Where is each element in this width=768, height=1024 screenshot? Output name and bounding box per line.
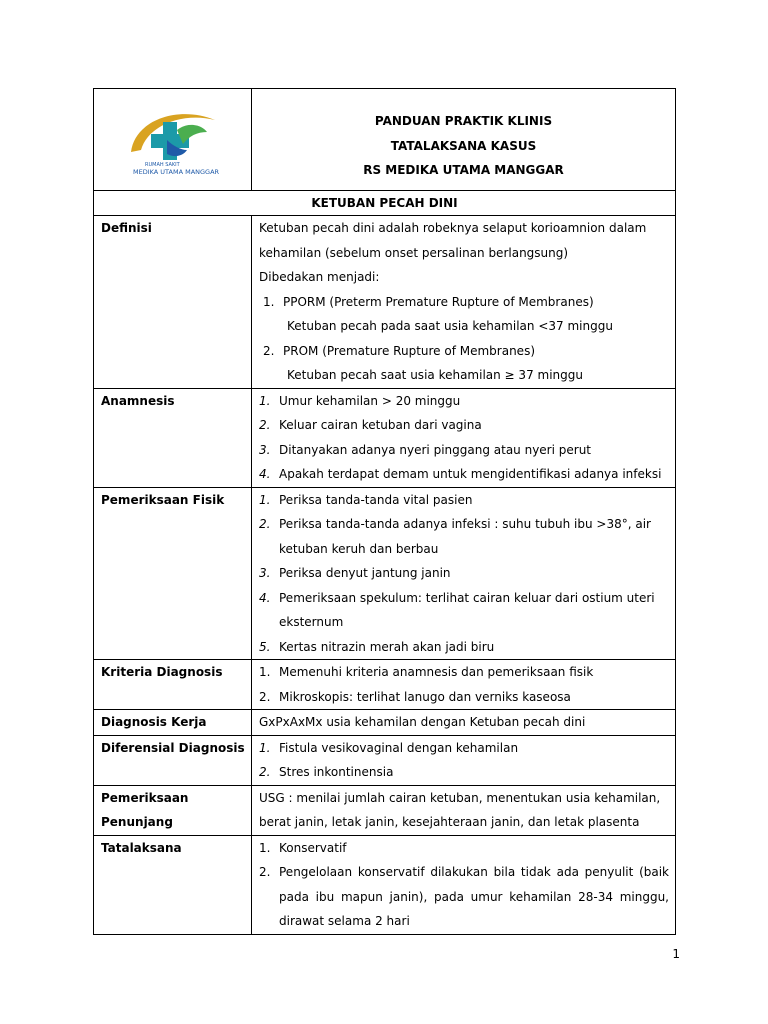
row-diferensial-diagnosis (94, 735, 676, 785)
list-item: 3. Ditanyakan adanya nyeri pinggang atau nyeri perut (259, 442, 592, 457)
guideline-table (93, 88, 676, 935)
header-line-1: PANDUAN PRAKTIK KLINIS (374, 114, 553, 128)
list-item: 2. Keluar cairan ketuban dari vagina (259, 418, 482, 432)
content-tatalaksana (252, 835, 676, 934)
title-row (94, 191, 676, 216)
hospital-logo-icon (123, 100, 223, 180)
content-kriteria-diagnosis (252, 660, 676, 710)
label-pemeriksaan-fisik: Pemeriksaan Fisik (94, 487, 252, 660)
label-anamnesis: Anamnesis (94, 388, 252, 487)
logo-text-bottom: MEDIKA UTAMA MANGGAR (132, 167, 219, 176)
logo-cell (94, 89, 252, 191)
document-title: KETUBAN PECAH DINI (94, 191, 676, 216)
logo-text-top: RUMAH SAKIT (144, 161, 180, 168)
header-row (94, 89, 676, 191)
label-definisi: Definisi (94, 216, 252, 389)
list-item: 2. Mikroskopis: terlihat lanugo dan verniks kaseosa (259, 689, 571, 704)
label-pemeriksaan-penunjang: Pemeriksaan Penunjang (94, 785, 252, 835)
content-diferensial-diagnosis (252, 735, 676, 785)
list-item-sub: Ketuban pecah pada saat usia kehamilan <37 minggu (287, 319, 613, 333)
label-tatalaksana: Tatalaksana (94, 835, 252, 934)
definisi-p2: kehamilan (sebelum onset persalinan berlangsung) (259, 245, 569, 260)
row-diagnosis-kerja (94, 710, 676, 736)
definisi-p1: Ketuban pecah dini adalah robeknya selaput korioamnion dalam (259, 221, 647, 235)
list-item: 1. Umur kehamilan > 20 minggu (259, 393, 461, 408)
header-line-2: TATALAKSANA KASUS (390, 138, 537, 153)
list-item: 1. Memenuhi kriteria anamnesis dan pemeriksaan fisik (259, 665, 594, 679)
list-item: 3. Periksa denyut jantung janin (259, 566, 451, 580)
list-item: 1. Konservatif (259, 840, 347, 855)
list-item: 1. Periksa tanda-tanda vital pasien (259, 492, 473, 507)
row-pemeriksaan-penunjang (94, 785, 676, 835)
list-item: 4. Apakah terdapat demam untuk mengidentifikasi adanya infeksi (259, 467, 662, 481)
row-anamnesis (94, 388, 676, 487)
list-item: 1. Fistula vesikovaginal dengan kehamilan (259, 740, 519, 755)
list-item: 2. Stres inkontinensia (259, 765, 394, 779)
row-pemeriksaan-fisik (94, 487, 676, 660)
definisi-p3: Dibedakan menjadi: (259, 270, 380, 284)
list-item: 5. Kertas nitrazin merah akan jadi biru (259, 639, 495, 654)
label-kriteria-diagnosis: Kriteria Diagnosis (94, 660, 252, 710)
list-item: 1. PPORM (Preterm Premature Rupture of Membranes) (263, 294, 594, 309)
list-item: 2. Pengelolaan konservatif dilakukan bila tidak ada penyulit (baik pada ibu mapun janin), pada umur kehamilan 28-34 minggu, dirawat selama 2 hari (259, 865, 669, 928)
list-item: 4. Pemeriksaan spekulum: terlihat cairan keluar dari ostium uteri eksternum (259, 590, 655, 629)
content-pemeriksaan-fisik (252, 487, 676, 660)
label-diagnosis-kerja: Diagnosis Kerja (94, 710, 252, 736)
page-number: 1 (672, 947, 680, 961)
label-diferensial-diagnosis: Diferensial Diagnosis (94, 735, 252, 785)
content-anamnesis (252, 388, 676, 487)
list-item-sub: Ketuban pecah saat usia kehamilan ≥ 37 minggu (287, 368, 583, 382)
list-item: 2. PROM (Premature Rupture of Membranes) (263, 343, 535, 358)
list-item: 2. Periksa tanda-tanda adanya infeksi : suhu tubuh ibu >38°, air ketuban keruh dan berbau (259, 517, 651, 556)
content-pemeriksaan-penunjang: USG : menilai jumlah cairan ketuban, menentukan usia kehamilan, berat janin, letak janin, kesejahteraan janin, dan letak plasenta (252, 785, 676, 835)
content-diagnosis-kerja: GxPxAxMx usia kehamilan dengan Ketuban pecah dini (252, 710, 676, 736)
row-tatalaksana (94, 835, 676, 934)
row-definisi (94, 216, 676, 389)
header-title-cell (252, 89, 676, 191)
header-line-3: RS MEDIKA UTAMA MANGGAR (363, 163, 564, 177)
row-kriteria-diagnosis (94, 660, 676, 710)
content-definisi (252, 216, 676, 389)
